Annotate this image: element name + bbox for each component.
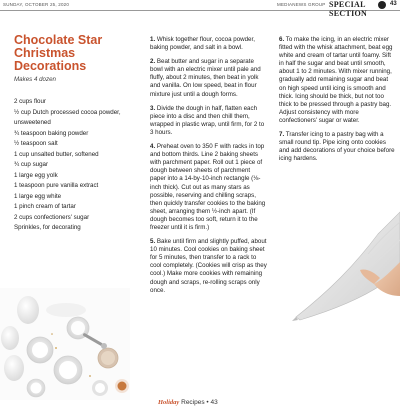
ingredient-item: 1 large egg white (14, 192, 62, 200)
recipe-step (150, 143, 267, 232)
recipe-step (279, 36, 396, 125)
step-number: 6. (279, 36, 285, 43)
piping-bag-shape (296, 212, 400, 320)
recipe-step (150, 105, 267, 137)
recipe-yield: Makes 4 dozen (14, 76, 56, 83)
ingredient-item: ½ cup Dutch processed cocoa powder, unsweetened (14, 108, 121, 126)
recipe-title: Chocolate Star Christmas Decorations (14, 33, 103, 73)
footer-page-number: 43 (210, 399, 218, 406)
step-text: Bake until firm and slightly puffed, about 10 minutes. Cool cookies on baking sheet for 5 minutes, then transfer to a rack to cool completely. (Cookies will crisp as they cool.) Make more cookies with remaining dough and scraps, re-rolling scraps only once. (150, 238, 267, 294)
egg-shape (1, 326, 19, 350)
step-number: 7. (279, 131, 285, 139)
ingredient-item: 1 teaspoon pure vanilla extract (14, 182, 99, 189)
steps-column-2 (279, 36, 396, 169)
page-footer (158, 399, 218, 406)
ingredient-item: ¾ teaspoon baking powder (14, 129, 89, 137)
header-publisher: MEDIANEWS GROUP (277, 2, 326, 7)
steps-column-1 (150, 36, 267, 301)
ingredient-item: ¾ cup sugar (14, 161, 49, 168)
ingredient-item: 1 pinch cream of tartar (14, 203, 76, 210)
step-number: 5. (150, 238, 156, 246)
baking-ingredients-photo (0, 288, 130, 400)
ingredient-item: Sprinkles, for decorating (14, 224, 81, 231)
step-number: 4. (150, 143, 156, 151)
step-number: 1. (150, 36, 156, 43)
ingredient-item: 2 cups confectioners' sugar (14, 213, 90, 221)
step-text: To make the icing, in an electric mixer fitted with the whisk attachment, beat egg white and cream of tartar until foamy. Sift in half the sugar and beat until smooth, about 1 to 2 minutes. With mixer running, gradually add remaining sugar and beat on high speed until icing is smooth and thick. Icing should be thick, but not too thick to be pressed through a pastry bag. Adjust consistency with more confectioners' sugar or water. (279, 36, 393, 124)
step-number: 3. (150, 104, 156, 112)
recipe-step (150, 238, 267, 295)
ingredient-item: 1 cup unsalted butter, softened (14, 150, 99, 158)
ingredient-item: 2 cups flour (14, 98, 46, 105)
recipe-step (150, 36, 267, 52)
header-section: SPECIAL SECTION (329, 0, 368, 18)
step-text: Divide the dough in half, flatten each piece into a disc and then chill them, wrapped in plastic wrap, until firm, for 2 to 3 hours. (150, 104, 265, 136)
egg-shape (17, 296, 39, 324)
step-text: Transfer icing to a pastry bag with a small round tip. Pipe icing onto cookies and add decorations of your choice before icing hardens. (279, 131, 395, 163)
step-text: Whisk together flour, cocoa powder, baking powder, and salt in a bowl. (150, 36, 255, 52)
ingredient-list (14, 97, 139, 234)
step-number: 2. (150, 58, 156, 66)
recipe-step (279, 131, 396, 163)
footer-holiday: Holiday (158, 399, 180, 406)
ingredient-item: 1 large egg yolk (14, 171, 58, 179)
header-date: SUNDAY, OCTOBER 25, 2020 (3, 2, 70, 7)
recipe-step (150, 58, 267, 98)
footer-recipes: Recipes (181, 399, 205, 406)
egg-shape (4, 355, 24, 381)
piping-bag-illustration (290, 210, 400, 325)
step-text: Preheat oven to 350 F with racks in top and bottom thirds. Line 2 baking sheets with parchment paper. Roll out 1 piece of dough between sheets of parchment paper into a 14-by-10-inch rectangle (⅛-inch thick). Cut out as many stars as possible, reserving and chilling scraps, then quickly transfer cookies to the baking sheet, arranging them ½-inch apart. (If dough becomes too soft, return it to the freezer until it is firm.) (150, 143, 266, 231)
ingredient-item: ½ teaspoon salt (14, 140, 58, 147)
section-badge-icon (378, 1, 386, 9)
page-header (0, 0, 400, 18)
step-text: Beat butter and sugar in a separate bowl with an electric mixer until pale and fluffy, about 2 minutes, then beat in yolk and vanilla. On low speed, beat in flour mixture just until a dough forms. (150, 58, 261, 98)
footer-bullet: • (206, 399, 209, 406)
header-page-number: 43 (390, 1, 397, 7)
